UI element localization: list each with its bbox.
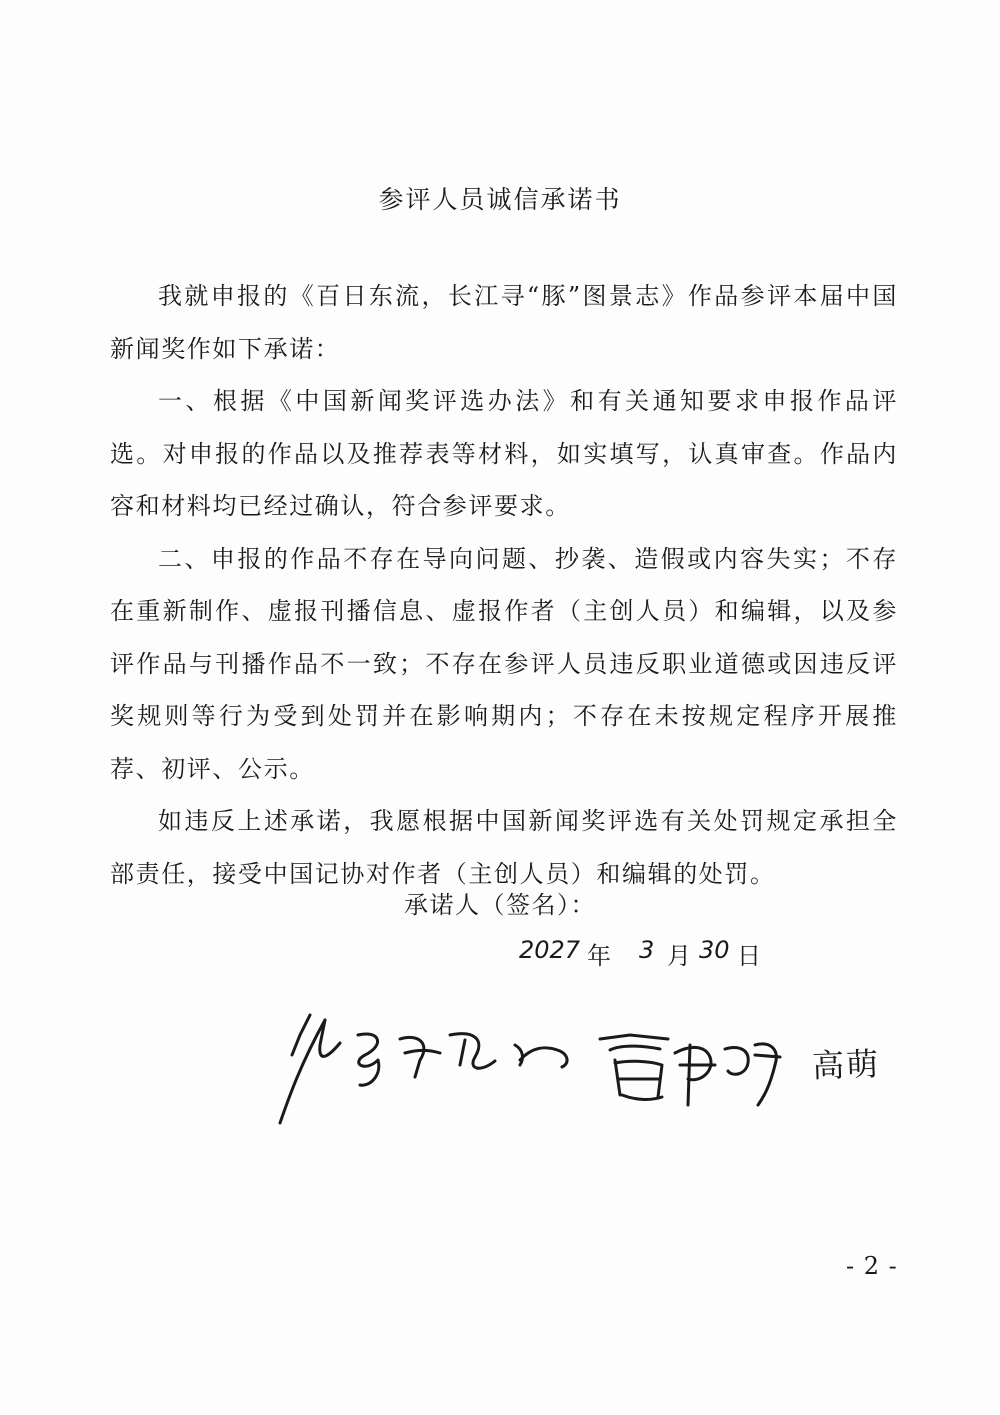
- page-number: - 2 -: [846, 1252, 898, 1280]
- paragraph-penalty: 如违反上述承诺，我愿根据中国新闻奖评选有关处罚规定承担全部责任，接受中国记协对作者（主创人员）和编辑的处罚。: [110, 807, 898, 888]
- document-title: 参评人员诚信承诺书: [378, 185, 622, 214]
- date-year-char: 年: [587, 942, 611, 970]
- signature-1: [280, 1015, 567, 1123]
- handwritten-signatures: [270, 1005, 890, 1135]
- date-month-handwritten: 3: [639, 936, 655, 964]
- date-year-handwritten: 2027: [519, 936, 581, 964]
- signature-2: [600, 1035, 780, 1105]
- paragraph-commitment-1: 一、根据《中国新闻奖评选办法》和有关通知要求申报作品评选。对申报的作品以及推荐表等材料，如实填写，认真审查。作品内容和材料均已经过确认，符合参评要求。: [110, 387, 898, 520]
- signature-3: 高萌: [811, 1044, 881, 1086]
- document-body: [110, 270, 898, 900]
- signature-label: 承诺人（签名）：: [404, 891, 596, 919]
- date-day-char: 日: [737, 942, 761, 970]
- date-month-char: 月: [667, 942, 691, 970]
- date-day-handwritten: 30: [699, 936, 730, 964]
- paragraph-commitment-2: 二、申报的作品不存在导向问题、抄袭、造假或内容失实；不存在重新制作、虚报刊播信息、虚报作者（主创人员）和编辑，以及参评作品与刊播作品不一致；不存在参评人员违反职业道德或因违反评奖规则等行为受到处罚并在影响期内；不存在未按规定程序开展推荐、初评、公示。: [110, 544, 898, 783]
- signature-date: [515, 930, 775, 980]
- paragraph-intro: 我就申报的《百日东流，长江寻“豚”图景志》作品参评本届中国新闻奖作如下承诺：: [110, 282, 898, 363]
